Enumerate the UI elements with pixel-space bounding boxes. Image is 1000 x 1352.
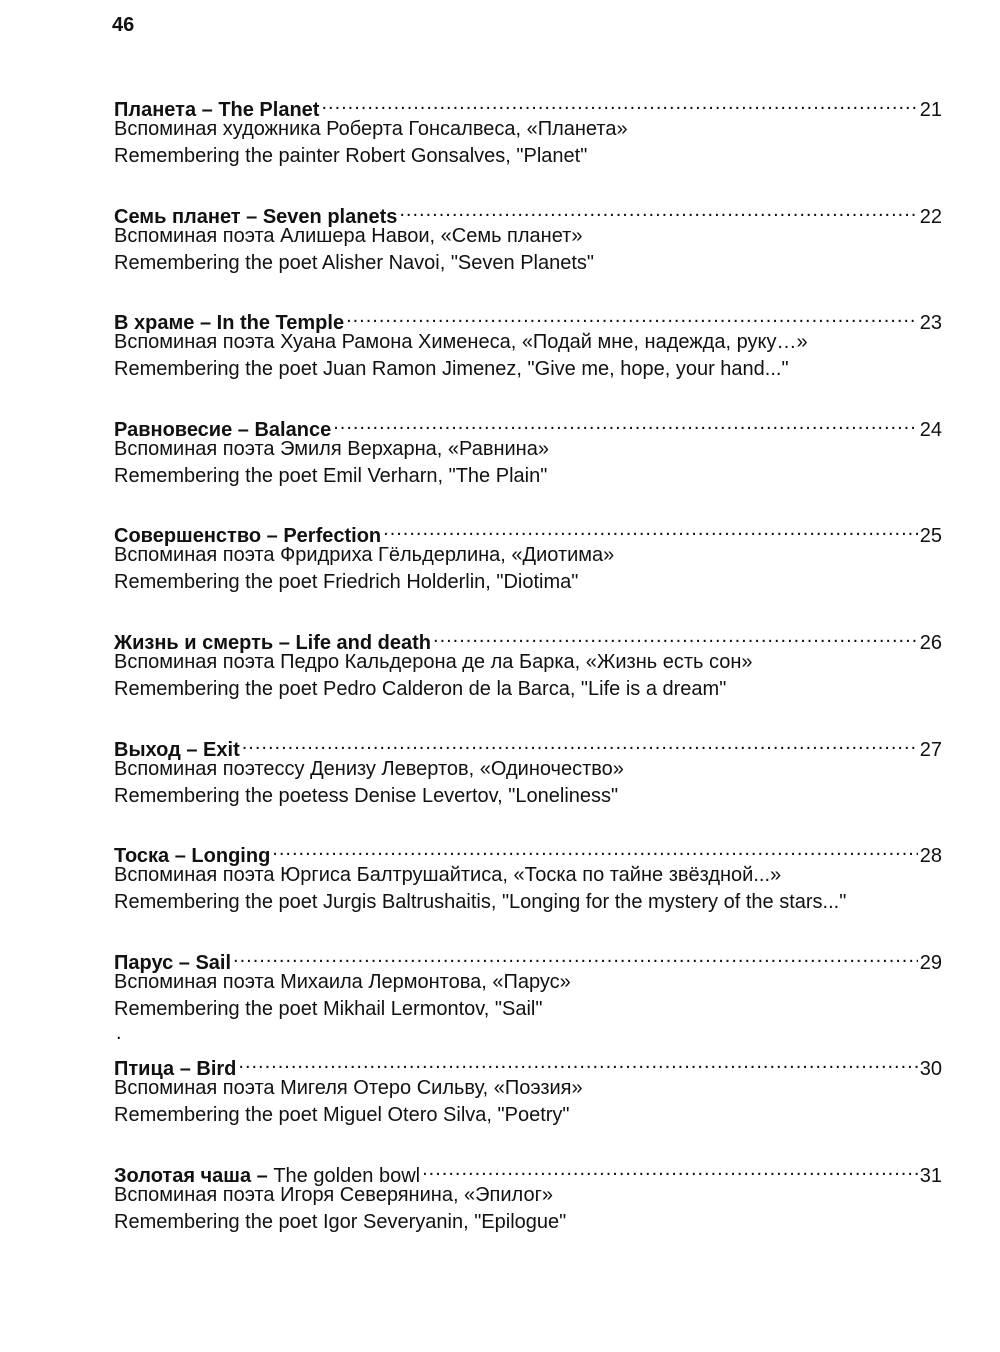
- title-ru: Птица: [114, 1058, 175, 1081]
- toc-entry-heading: [114, 516, 942, 548]
- title-separator: –: [174, 1058, 197, 1081]
- title-en: In the Temple: [216, 312, 345, 335]
- title-ru: Равновесие: [114, 418, 233, 441]
- toc-entry-page: 25: [919, 525, 942, 548]
- toc-entry-heading: [114, 1049, 942, 1081]
- toc-entry: [114, 623, 942, 730]
- dedication-en: Remembering the poet Igor Severyanin, "Epilogue": [114, 1210, 567, 1233]
- title-ru: Совершенство: [114, 525, 262, 548]
- dedication-ru: Вспоминая поэта Алишера Навои, «Семь планет»: [114, 224, 583, 247]
- toc-entry: [114, 836, 942, 943]
- title-en: The golden bowl: [273, 1164, 421, 1187]
- dedication-ru: Вспоминая поэта Юргиса Балтрушайтиса, «Тоска по тайне звёздной...»: [114, 864, 782, 887]
- dot-leader: [383, 516, 918, 542]
- dedication-en: Remembering the poet Emil Verharn, "The Plain": [114, 464, 548, 487]
- title-separator: –: [173, 951, 196, 974]
- toc-entry: [114, 730, 942, 837]
- dot-leader: [242, 730, 918, 756]
- dedication-ru: Вспоминая поэта Михаила Лермонтова, «Парус»: [114, 970, 571, 993]
- title-ru: Парус: [114, 951, 174, 974]
- title-separator: –: [169, 845, 192, 868]
- dedication-en: Remembering the poet Juan Ramon Jimenez, "Give me, hope, your hand...": [114, 358, 789, 381]
- title-separator: –: [194, 312, 217, 335]
- dedication-en: Remembering the poetess Denise Levertov, "Loneliness": [114, 784, 619, 807]
- title-en: Bird: [196, 1058, 237, 1081]
- toc-entry: [114, 516, 942, 623]
- dot-leader: [333, 410, 918, 436]
- toc-entry-heading: [114, 197, 942, 228]
- toc-entry: [114, 1049, 942, 1156]
- toc-entry-page: 21: [919, 99, 942, 121]
- toc-entry: [114, 90, 942, 197]
- title-ru: Семь планет: [114, 205, 241, 228]
- dot-leader: [238, 1049, 917, 1075]
- title-separator: –: [180, 738, 204, 761]
- toc-entry-heading: [114, 623, 942, 654]
- toc-entry-heading: [114, 730, 942, 761]
- title-ru: Тоска: [114, 845, 170, 868]
- toc-entry: [114, 197, 942, 304]
- toc-entry: [114, 410, 942, 517]
- toc-entry: [114, 1156, 942, 1263]
- dot-leader: [399, 197, 917, 223]
- dot-leader: [346, 303, 918, 329]
- toc-entry-page: 27: [919, 738, 942, 761]
- dedication-ru: Вспоминая поэта Фридриха Гёльдерлина, «Диотима»: [114, 544, 615, 567]
- dedication-en: Remembering the painter Robert Gonsalves, "Planet": [114, 145, 588, 167]
- title-ru: Золотая чаша: [114, 1164, 252, 1187]
- dedication-en: Remembering the poet Alisher Navoi, "Seven Planets": [114, 251, 595, 274]
- title-ru: Планета: [114, 99, 197, 121]
- dot-leader: [422, 1156, 918, 1182]
- dedication-en: Remembering the poet Miguel Otero Silva, "Poetry": [114, 1104, 570, 1127]
- table-of-contents: [114, 90, 942, 1263]
- toc-entry-page: 23: [919, 312, 942, 335]
- toc-entry-heading: [114, 303, 942, 335]
- title-en: Sail: [195, 951, 232, 974]
- toc-entry: [114, 303, 942, 410]
- dedication-ru: Вспоминая поэта Мигеля Отеро Сильву, «Поэзия»: [114, 1077, 583, 1100]
- title-ru: Выход: [114, 738, 181, 761]
- title-separator: –: [240, 205, 263, 228]
- toc-entry-heading: [114, 1156, 942, 1187]
- dedication-en: Remembering the poet Jurgis Baltrushaitis, "Longing for the mystery of the stars...": [114, 891, 847, 914]
- title-en: Longing: [191, 845, 271, 868]
- title-en: Balance: [254, 418, 332, 441]
- dedication-en: Remembering the poet Pedro Calderon de la Barca, "Life is a dream": [114, 677, 727, 700]
- toc-entry-page: 30: [919, 1058, 942, 1081]
- title-ru: В храме: [114, 312, 195, 335]
- toc-entry-page: 31: [919, 1164, 942, 1187]
- dedication-ru: Вспоминая поэта Хуана Рамона Хименеса, «Подай мне, надежда, руку…»: [114, 331, 808, 354]
- dedication-ru: Вспоминая поэтессу Денизу Левертов, «Одиночество»: [114, 757, 624, 780]
- dedication-ru: Вспоминая художника Роберта Гонсалвеса, «Планета»: [114, 118, 628, 140]
- title-separator: –: [251, 1164, 274, 1187]
- dedication-en: Remembering the poet Friedrich Holderlin, "Diotima": [114, 571, 579, 594]
- toc-entry-heading: [114, 943, 942, 974]
- toc-entry-page: 22: [919, 205, 942, 228]
- dedication-ru: Вспоминая поэта Эмиля Верхарна, «Равнина»: [114, 437, 549, 460]
- toc-entry-page: 26: [919, 631, 942, 654]
- dot-leader: [433, 623, 918, 649]
- title-en: Life and death: [295, 631, 432, 654]
- page-number: 46: [112, 14, 135, 36]
- toc-entry-heading: [114, 410, 942, 441]
- title-separator: –: [273, 631, 296, 654]
- dedication-ru: Вспоминая поэта Педро Кальдерона де ла Барка, «Жизнь есть сон»: [114, 650, 753, 673]
- title-ru: Жизнь и смерть: [114, 631, 274, 654]
- title-separator: –: [261, 525, 284, 548]
- dot-leader: [233, 943, 918, 969]
- toc-entry-heading: [114, 90, 942, 121]
- toc-entry: [114, 943, 942, 1050]
- dedication-en: Remembering the poet Mikhail Lermontov, "Sail": [114, 997, 543, 1020]
- toc-entry-page: 28: [919, 845, 942, 868]
- dot-leader: [272, 836, 917, 862]
- title-en: Exit: [203, 738, 240, 761]
- title-separator: –: [196, 99, 219, 121]
- title-en: Perfection: [283, 525, 382, 548]
- dedication-ru: Вспоминая поэта Игоря Северянина, «Эпилог»: [114, 1183, 553, 1206]
- title-en: The Planet: [218, 99, 320, 121]
- toc-entry-page: 29: [919, 951, 942, 974]
- dot-leader: [321, 90, 917, 116]
- title-separator: –: [232, 418, 255, 441]
- toc-entry-page: 24: [919, 418, 942, 441]
- toc-entry-heading: [114, 836, 942, 868]
- stray-dot: .: [116, 1022, 122, 1044]
- title-en: Seven planets: [262, 205, 398, 228]
